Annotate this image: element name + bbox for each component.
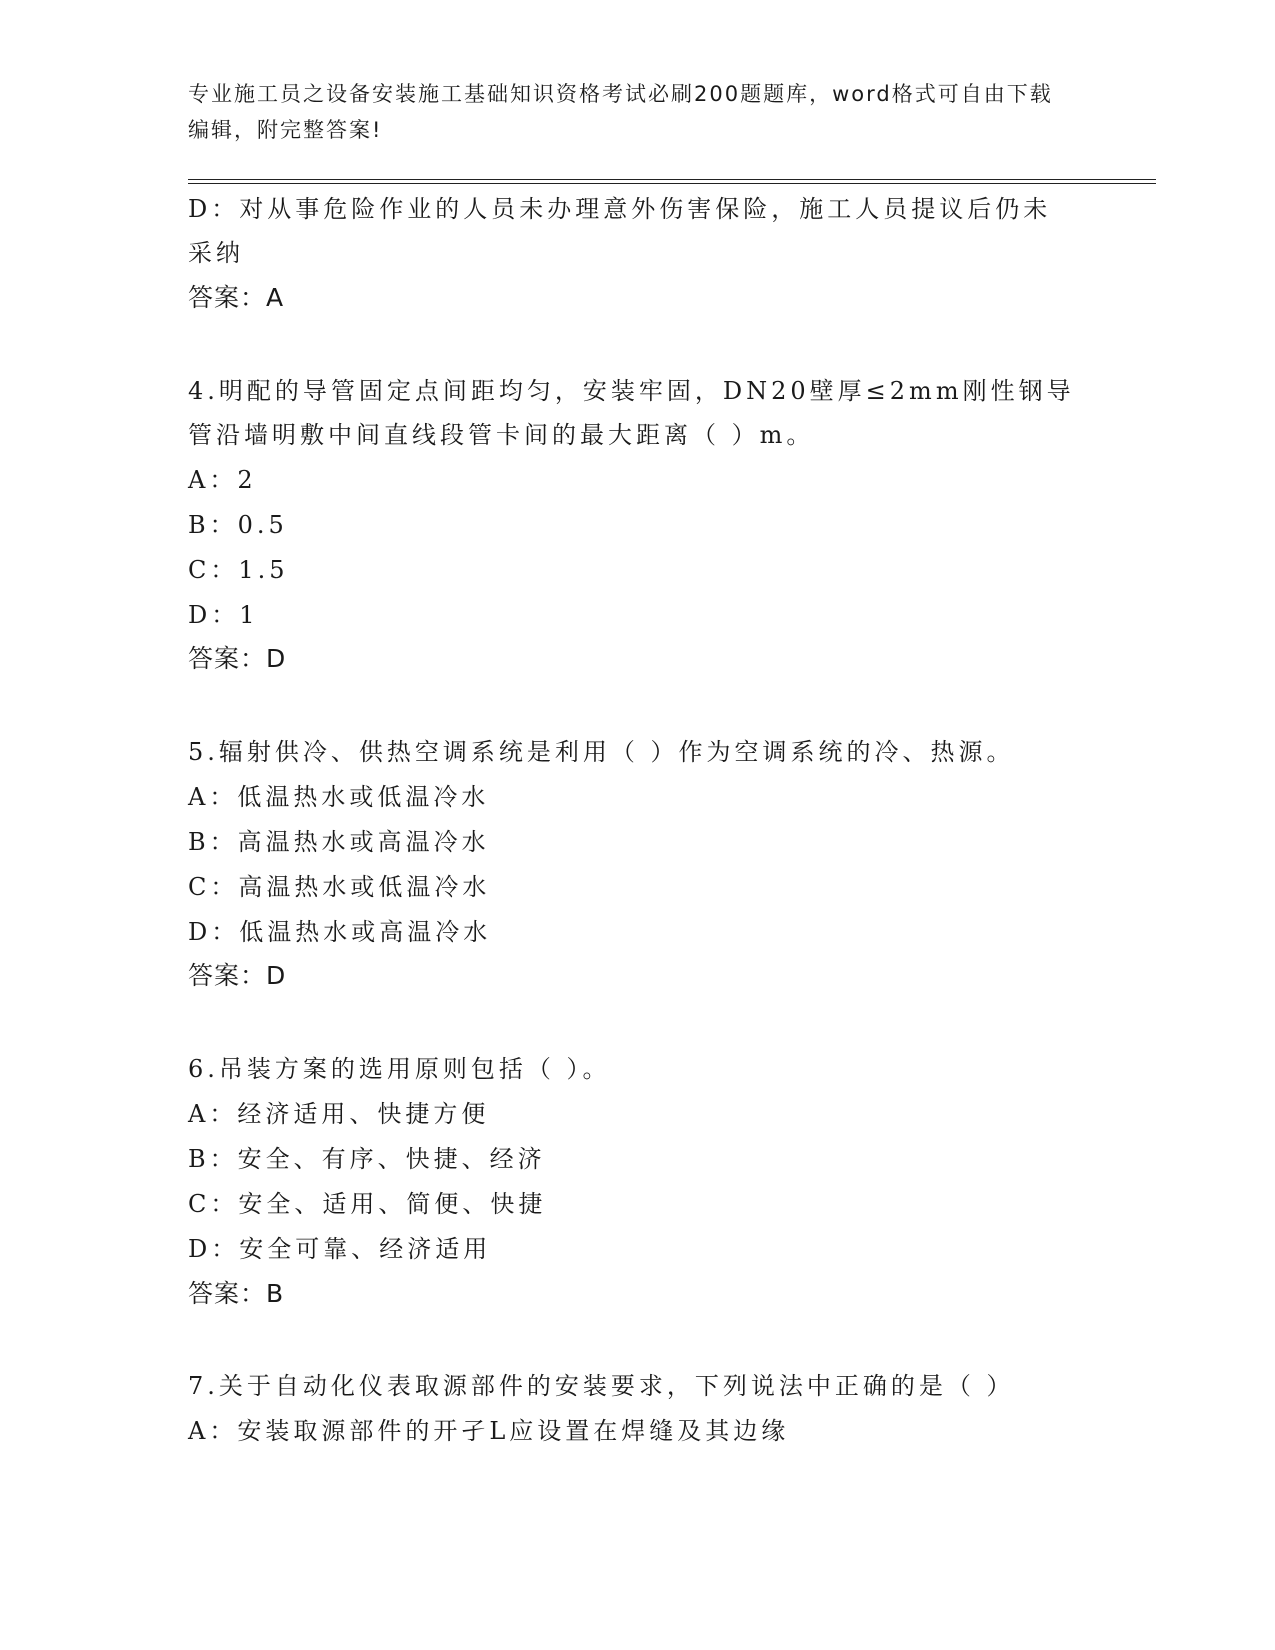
header-rule-bottom <box>188 183 1156 184</box>
q5-option-b: B：高温热水或高温冷水 <box>188 828 490 856</box>
q6-option-d: D：安全可靠、经济适用 <box>188 1235 492 1263</box>
q6-option-b: B：安全、有序、快捷、经济 <box>188 1145 546 1173</box>
q4-option-a: A：2 <box>188 466 257 494</box>
q4-stem-line2: 管沿墙明敷中间直线段管卡间的最大距离（ ）m。 <box>188 421 815 449</box>
q6-answer: 答案：B <box>188 1279 285 1308</box>
q7-stem: 7.关于自动化仪表取源部件的安装要求，下列说法中正确的是（ ） <box>188 1372 1015 1400</box>
prev-option-d-line2: 采纳 <box>188 239 244 267</box>
q5-answer: 答案：D <box>188 961 287 990</box>
prev-option-d-line1: D：对从事危险作业的人员未办理意外伤害保险，施工人员提议后仍未 <box>188 195 1052 223</box>
q4-option-c: C：1.5 <box>188 556 289 584</box>
header-rule-top <box>188 179 1156 180</box>
prev-answer: 答案：A <box>188 283 285 312</box>
q6-stem: 6.吊装方案的选用原则包括（ ）。 <box>188 1055 611 1083</box>
document-header: 专业施工员之设备安装施工基础知识资格考试必刷200题题库，word格式可自由下载编辑，附完整答案! <box>188 82 1053 142</box>
q4-answer: 答案：D <box>188 644 287 673</box>
q6-option-a: A：经济适用、快捷方便 <box>188 1100 490 1128</box>
q6-option-c: C：安全、适用、简便、快捷 <box>188 1190 547 1218</box>
q4-stem-line1: 4.明配的导管固定点间距均匀，安装牢固，DN20壁厚≤2mm刚性钢导 <box>188 377 1075 405</box>
q5-option-c: C：高温热水或低温冷水 <box>188 873 491 901</box>
q7-option-a: A：安装取源部件的开孑L应设置在焊缝及其边缘 <box>188 1417 790 1445</box>
q4-option-b: B：0.5 <box>188 511 288 539</box>
q5-option-d: D：低温热水或高温冷水 <box>188 918 492 946</box>
q5-stem: 5.辐射供冷、供热空调系统是利用（ ）作为空调系统的冷、热源。 <box>188 738 1015 766</box>
q5-option-a: A：低温热水或低温冷水 <box>188 783 490 811</box>
q4-option-d: D：1 <box>188 601 259 629</box>
